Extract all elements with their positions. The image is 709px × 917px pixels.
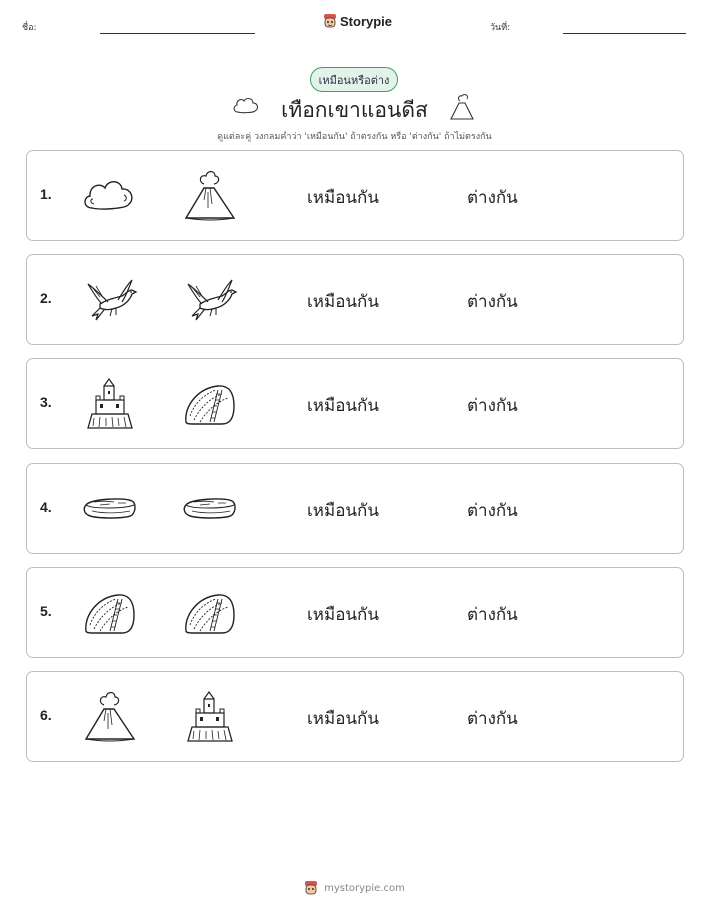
option-same[interactable]: เหมือนกัน bbox=[307, 709, 379, 729]
volcano-icon bbox=[80, 689, 140, 745]
option-same[interactable]: เหมือนกัน bbox=[307, 188, 379, 208]
brand-logo bbox=[323, 13, 392, 29]
terraced-hill-icon bbox=[180, 376, 240, 432]
volcano-icon bbox=[448, 92, 476, 122]
question-row bbox=[26, 567, 684, 658]
question-row bbox=[26, 671, 684, 762]
date-line[interactable] bbox=[563, 33, 686, 34]
option-different[interactable]: ต่างกัน bbox=[467, 188, 518, 208]
plateau-icon bbox=[180, 481, 240, 537]
castle-icon bbox=[180, 689, 240, 745]
terraced-hill-icon bbox=[80, 585, 140, 641]
option-same[interactable]: เหมือนกัน bbox=[307, 292, 379, 312]
footer-url: mystorypie.com bbox=[324, 882, 405, 894]
question-number: 1. bbox=[40, 186, 52, 202]
castle-icon bbox=[80, 376, 140, 432]
question-number: 2. bbox=[40, 290, 52, 306]
brand-name: Storypie bbox=[340, 13, 393, 29]
option-different[interactable]: ต่างกัน bbox=[467, 709, 518, 729]
name-line[interactable] bbox=[100, 33, 255, 34]
terraced-hill-icon bbox=[180, 585, 240, 641]
instructions: ดูแต่ละคู่ วงกลมคำว่า 'เหมือนกัน' ถ้าตรงกัน หรือ 'ต่างกัน' ถ้าไม่ตรงกัน bbox=[217, 132, 492, 142]
question-number: 6. bbox=[40, 707, 52, 723]
option-different[interactable]: ต่างกัน bbox=[467, 292, 518, 312]
bird-icon bbox=[180, 272, 240, 328]
option-same[interactable]: เหมือนกัน bbox=[307, 396, 379, 416]
option-different[interactable]: ต่างกัน bbox=[467, 501, 518, 521]
bird-icon bbox=[80, 272, 140, 328]
category-badge: เหมือนหรือต่าง bbox=[310, 67, 398, 92]
option-same[interactable]: เหมือนกัน bbox=[307, 605, 379, 625]
volcano-icon bbox=[180, 168, 240, 224]
name-label: ชื่อ: bbox=[22, 23, 37, 33]
question-number: 3. bbox=[40, 394, 52, 410]
question-row bbox=[26, 150, 684, 241]
footer bbox=[0, 880, 709, 896]
cloud-icon bbox=[80, 168, 140, 224]
question-number: 5. bbox=[40, 603, 52, 619]
option-same[interactable]: เหมือนกัน bbox=[307, 501, 379, 521]
date-label: วันที่: bbox=[490, 23, 511, 33]
page-title: เทือกเขาแอนดีส bbox=[281, 98, 428, 122]
option-different[interactable]: ต่างกัน bbox=[467, 396, 518, 416]
plateau-icon bbox=[80, 481, 140, 537]
storypie-mascot-icon bbox=[323, 13, 337, 29]
storypie-mascot-icon bbox=[304, 880, 318, 896]
question-row bbox=[26, 463, 684, 554]
question-row bbox=[26, 254, 684, 345]
question-row bbox=[26, 358, 684, 449]
question-number: 4. bbox=[40, 499, 52, 515]
option-different[interactable]: ต่างกัน bbox=[467, 605, 518, 625]
